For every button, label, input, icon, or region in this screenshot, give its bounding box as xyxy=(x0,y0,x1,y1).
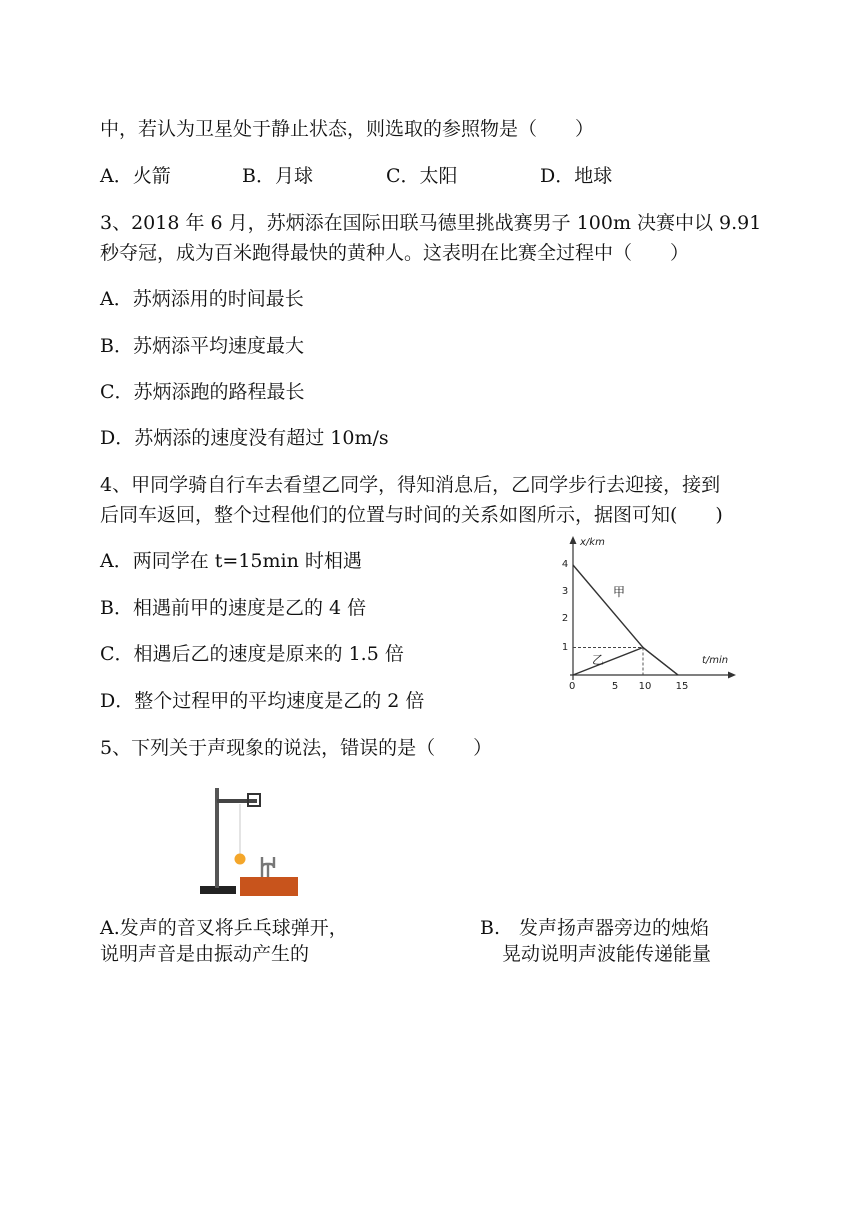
q2-stem: 中，若认为卫星处于静止状态，则选取的参照物是（ ） xyxy=(100,118,595,140)
q5-option-a-line1: A.发声的音叉将乒乓球弹开， xyxy=(100,917,348,939)
q5-option-a-line2: 说明声音是由振动产生的 xyxy=(100,943,310,965)
x-axis-label: t/min xyxy=(702,655,729,666)
q3-stem-line1: 3、2018 年 6 月，苏炳添在国际田联马德里挑战赛男子 100m 决赛中以 9.91 xyxy=(100,212,762,234)
ping-pong-ball xyxy=(235,854,246,865)
series-line-jia xyxy=(573,565,678,675)
q5-option-b-line2: 晃动说明声波能传递能量 xyxy=(502,943,712,965)
q2-option-a: A．火箭 xyxy=(100,165,171,187)
series-label-yi: 乙 xyxy=(592,653,605,667)
x-tick-label-5: 5 xyxy=(611,681,619,692)
q3-option-b: B．苏炳添平均速度最大 xyxy=(100,335,304,357)
q4-option-c: C．相遇后乙的速度是原来的 1.5 倍 xyxy=(100,643,404,665)
y-axis-label: x/km xyxy=(580,537,605,548)
y-tick-label-4: 4 xyxy=(561,559,569,570)
q2-option-d: D．地球 xyxy=(540,165,613,187)
resonance-box xyxy=(240,877,298,896)
tuning-fork xyxy=(262,857,274,877)
q4-option-a: A．两同学在 t=15min 时相遇 xyxy=(100,550,362,572)
q2-option-b: B．月球 xyxy=(242,165,313,187)
q3-option-a: A．苏炳添用的时间最长 xyxy=(100,288,304,310)
series-label-jia: 甲 xyxy=(613,585,626,599)
position-time-graph xyxy=(556,532,746,692)
y-tick-label-3: 3 xyxy=(561,586,569,597)
q4-option-d: D．整个过程甲的平均速度是乙的 2 倍 xyxy=(100,690,425,712)
y-tick-label-2: 2 xyxy=(561,613,569,624)
q4-stem-line1: 4、甲同学骑自行车去看望乙同学，得知消息后，乙同学步行去迎接，接到 xyxy=(100,474,721,496)
y-tick-label-1: 1 xyxy=(561,642,569,653)
x-axis-arrow xyxy=(728,672,736,679)
q5-stem: 5、下列关于声现象的说法，错误的是（ ） xyxy=(100,737,493,759)
q5-option-b-line1: B. 发声扬声器旁边的烛焰 xyxy=(480,917,710,939)
series-line-yi xyxy=(573,648,678,676)
q4-option-b: B．相遇前甲的速度是乙的 4 倍 xyxy=(100,597,367,619)
y-axis-arrow xyxy=(570,536,577,544)
stand-arm xyxy=(217,799,257,803)
q4-stem-line2: 后同车返回，整个过程他们的位置与时间的关系如图所示，据图可知( ) xyxy=(100,504,723,526)
origin-label: 0 xyxy=(569,681,576,692)
q3-option-d: D．苏炳添的速度没有超过 10m/s xyxy=(100,427,389,449)
q3-option-c: C．苏炳添跑的路程最长 xyxy=(100,381,305,403)
tuning-fork-apparatus-image xyxy=(196,782,306,900)
q2-option-c: C．太阳 xyxy=(386,165,458,187)
q3-stem-line2: 秒夺冠，成为百米跑得最快的黄种人。这表明在比赛全过程中（ ） xyxy=(100,242,690,264)
x-tick-label-15: 15 xyxy=(675,681,689,692)
x-tick-label-10: 10 xyxy=(638,681,652,692)
